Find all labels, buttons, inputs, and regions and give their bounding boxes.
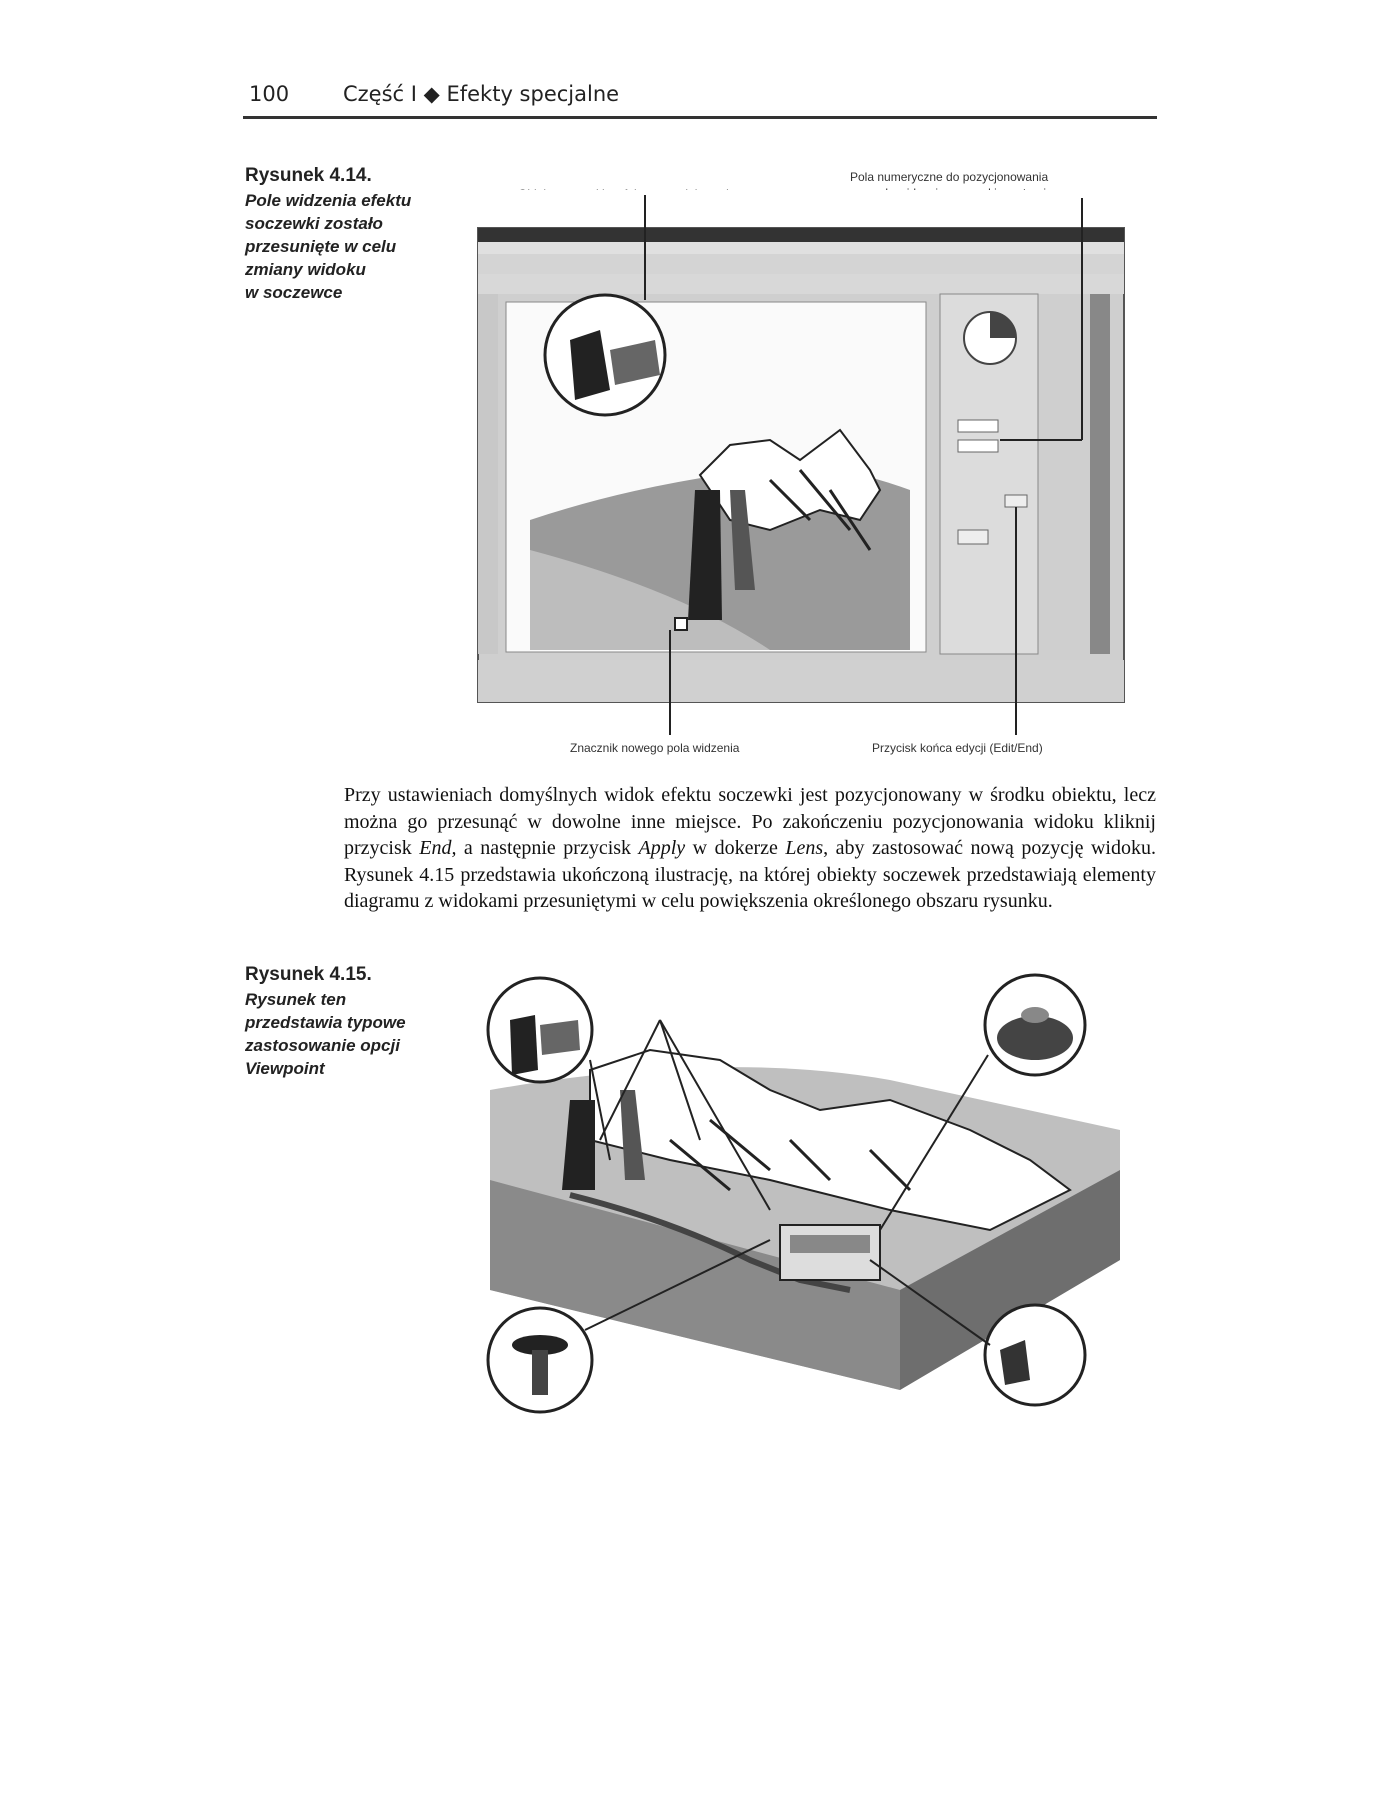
lens-bl-shaft <box>532 1350 548 1395</box>
status-bar <box>478 660 1124 702</box>
page-number: 100 <box>249 82 290 106</box>
lens-tr-hub <box>1021 1007 1049 1023</box>
caption-line: zmiany widoku <box>245 260 366 279</box>
caption-line: przesunięte w celu <box>245 237 397 256</box>
caption-line: zastosowanie opcji <box>245 1036 400 1055</box>
x-position-field <box>958 420 998 432</box>
toolbox <box>478 294 498 654</box>
caption-line: w soczewce <box>245 283 343 302</box>
viewpoint-marker <box>675 618 687 630</box>
lens-tl-detail <box>510 1015 538 1075</box>
caption-line: przedstawia typowe <box>245 1013 406 1032</box>
caption-line: soczewki zostało <box>245 214 383 233</box>
running-header: Część I ◆ Efekty specjalne <box>343 82 620 106</box>
lens-circle-bottom-right <box>985 1305 1085 1405</box>
figure-414-label: Rysunek 4.14. <box>245 165 372 186</box>
callout-new-viewpoint-1: Nowe umieszczenie widoku <box>672 980 820 994</box>
figure-415-illustration <box>470 960 1130 1430</box>
callout-new-viewpoint-2: dla każdego obiektu soczewki <box>665 996 824 1010</box>
property-bar <box>478 274 1124 294</box>
toolbar <box>478 254 1124 274</box>
figure-415-caption <box>245 988 406 1080</box>
y-position-field <box>958 440 998 452</box>
callout-end-button: Przycisk końca edycji (Edit/End) <box>872 741 1043 755</box>
header-rule <box>243 116 1157 119</box>
caption-line: Viewpoint <box>245 1059 325 1078</box>
title-bar <box>478 228 1124 242</box>
callout-lens-object: Obiekt soczewki z efektem powiększenia <box>518 187 736 201</box>
power-station-roof <box>790 1235 870 1253</box>
caption-line: Rysunek ten <box>245 990 347 1009</box>
callout-numeric-fields-2: pola widzenia soczewki na stronie <box>872 186 1053 200</box>
apply-button <box>958 530 988 544</box>
lens-tl-detail-2 <box>540 1020 580 1055</box>
end-button <box>1005 495 1027 507</box>
callout-numeric-fields-1: Pola numeryczne do pozycjonowania <box>850 170 1049 184</box>
figure-414-caption <box>245 189 411 304</box>
figure-415-label: Rysunek 4.15. <box>245 964 372 985</box>
figure-414-screenshot <box>470 190 1135 740</box>
color-palette <box>1090 294 1110 654</box>
caption-line: Pole widzenia efektu <box>245 191 412 210</box>
callout-viewpoint-marker: Znacznik nowego pola widzenia <box>570 741 740 755</box>
menu-bar <box>478 242 1124 254</box>
body-paragraph: Przy ustawieniach domyślnych widok efektu soczewki jest pozycjonowany w środku obiektu, lecz można go przesunąć w dowolne inne miejsce. Po zakończeniu pozycjonowania widoku kliknij przycisk End, a następnie przycisk Apply w dokerze Lens, aby zastosować nową pozycję widoku. Rysunek 4.15 przedstawia ukończoną ilustrację, na której obiekty soczewek przedstawiają elementy diagramu z widokami przesuniętymi w celu powiększenia określonego obszaru rysunku. <box>344 784 1156 912</box>
